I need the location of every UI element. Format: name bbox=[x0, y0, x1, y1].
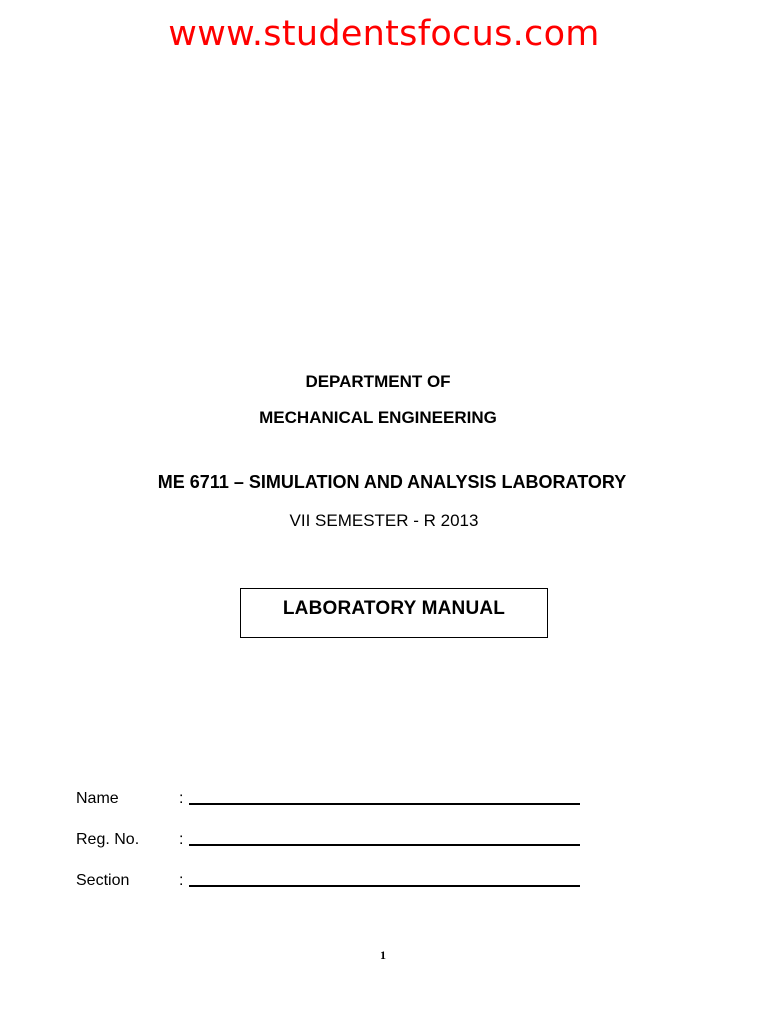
form-row-name bbox=[76, 788, 596, 810]
laboratory-manual-box bbox=[240, 588, 548, 638]
section-colon: : bbox=[179, 872, 184, 889]
page-number: 1 bbox=[380, 948, 386, 962]
reg-no-colon: : bbox=[179, 831, 184, 848]
name-colon: : bbox=[179, 790, 184, 807]
laboratory-manual-label: LABORATORY MANUAL bbox=[282, 598, 506, 619]
watermark-link[interactable]: www.studentsfocus.com bbox=[168, 14, 600, 54]
department-line-2: MECHANICAL ENGINEERING bbox=[259, 408, 497, 427]
department-line-1: DEPARTMENT OF bbox=[305, 372, 451, 391]
semester-label: VII SEMESTER - R 2013 bbox=[289, 511, 479, 530]
name-blank-line[interactable] bbox=[189, 803, 580, 805]
section-label: Section bbox=[76, 872, 130, 889]
name-label: Name bbox=[76, 790, 119, 807]
form-row-section bbox=[76, 870, 596, 892]
form-row-reg-no bbox=[76, 829, 596, 851]
reg-no-blank-line[interactable] bbox=[189, 844, 580, 846]
reg-no-label: Reg. No. bbox=[76, 831, 140, 848]
course-title: ME 6711 – SIMULATION AND ANALYSIS LABORATORY bbox=[157, 472, 627, 492]
section-blank-line[interactable] bbox=[189, 885, 580, 887]
